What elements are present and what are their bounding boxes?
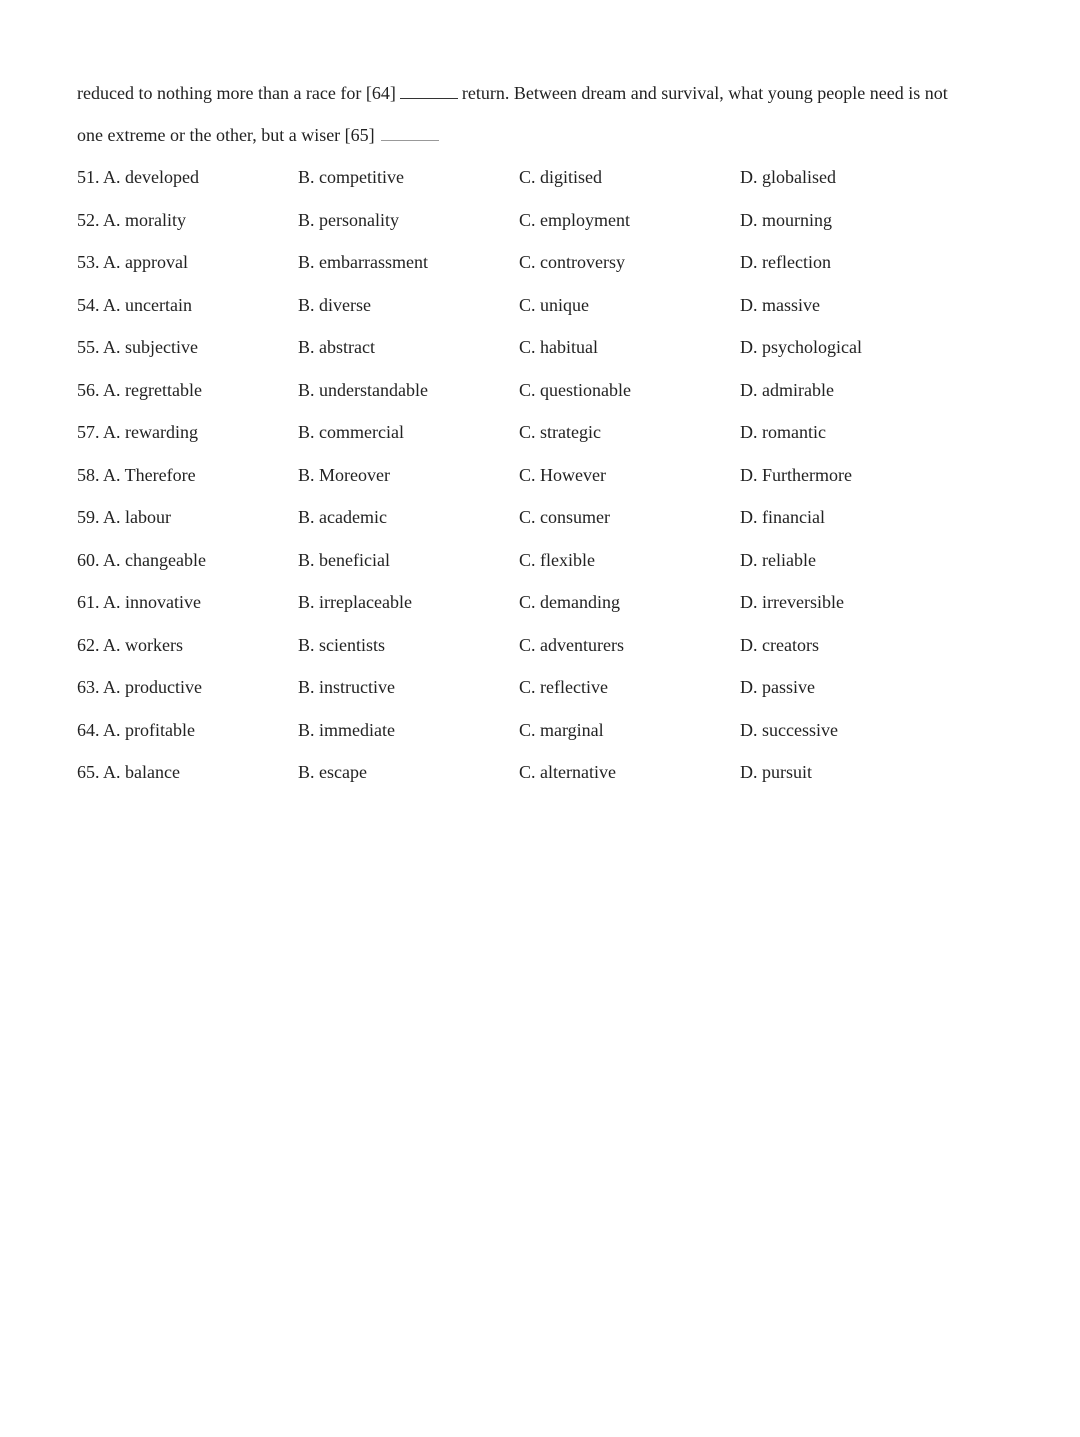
option-a: 60. A. changeable [77,549,206,570]
option-d: D. passive [740,677,815,697]
option-a: 54. A. uncertain [77,294,192,315]
question-row [77,420,1037,463]
question-row [77,463,1037,506]
option-c: C. habitual [519,337,598,357]
option-b: B. escape [298,762,367,782]
option-c: C. reflective [519,677,608,697]
option-d: D. reliable [740,549,816,570]
question-row [77,590,1037,633]
option-a: 56. A. regrettable [77,379,202,400]
option-b: B. academic [298,507,387,527]
answer-blank-64 [400,80,458,99]
question-row [77,548,1037,591]
passage-text: reduced to nothing more than a race for [64] [77,83,396,103]
option-c: C. questionable [519,379,631,400]
option-a: 62. A. workers [77,634,183,655]
option-b: B. beneficial [298,549,390,570]
passage-text: return. Between dream and survival, what young people need is not [461,83,948,103]
question-row [77,675,1037,718]
option-c: C. employment [519,209,630,230]
passage-line-2 [77,122,443,147]
option-c: C. strategic [519,422,601,442]
option-a: 61. A. innovative [77,592,201,612]
option-a: 65. A. balance [77,762,180,782]
question-row [77,208,1037,251]
option-c: C. marginal [519,719,604,740]
question-row [77,378,1037,421]
option-c: C. digitised [519,167,603,187]
question-row [77,165,1037,208]
option-c: C. flexible [519,549,595,570]
option-b: B. irreplaceable [298,592,412,612]
option-a: 52. A. morality [77,209,186,230]
option-d: D. successive [740,719,838,740]
question-row [77,250,1037,293]
option-d: D. Furthermore [740,464,852,485]
option-c: C. adventurers [519,634,624,655]
option-b: B. abstract [298,337,375,357]
option-d: D. financial [740,507,825,527]
option-d: D. reflection [740,252,831,272]
option-c: C. demanding [519,592,620,612]
option-d: D. creators [740,634,819,655]
option-a: 59. A. labour [77,507,171,527]
option-a: 57. A. rewarding [77,422,198,442]
option-c: C. However [519,464,606,485]
option-b: B. scientists [298,634,386,655]
option-a: 55. A. subjective [77,337,198,357]
option-d: D. massive [740,294,820,315]
option-a: 64. A. profitable [77,719,195,740]
option-a: 51. A. developed [77,167,199,187]
passage-text: one extreme or the other, but a wiser [65] [77,125,375,145]
option-b: B. embarrassment [298,252,428,272]
question-row [77,633,1037,676]
option-b: B. immediate [298,719,395,740]
passage-line-1 [77,80,948,105]
option-a: 58. A. Therefore [77,464,196,485]
option-b: B. Moreover [298,464,390,485]
options-list [77,165,1037,803]
question-row [77,293,1037,336]
question-row [77,335,1037,378]
option-d: D. admirable [740,379,834,400]
option-b: B. personality [298,209,399,230]
option-a: 53. A. approval [77,252,188,272]
option-a: 63. A. productive [77,677,202,697]
option-c: C. alternative [519,762,616,782]
question-row [77,760,1037,803]
option-c: C. unique [519,294,589,315]
option-d: D. psychological [740,337,862,357]
question-row [77,718,1037,761]
option-d: D. romantic [740,422,826,442]
question-row [77,505,1037,548]
option-b: B. understandable [298,379,428,400]
option-b: B. competitive [298,167,404,187]
option-d: D. irreversible [740,592,844,612]
option-b: B. diverse [298,294,371,315]
answer-blank-65 [381,122,439,141]
option-c: C. consumer [519,507,610,527]
option-b: B. instructive [298,677,395,697]
option-d: D. mourning [740,209,832,230]
option-b: B. commercial [298,422,404,442]
option-d: D. globalised [740,167,836,187]
option-d: D. pursuit [740,762,812,782]
option-c: C. controversy [519,252,625,272]
